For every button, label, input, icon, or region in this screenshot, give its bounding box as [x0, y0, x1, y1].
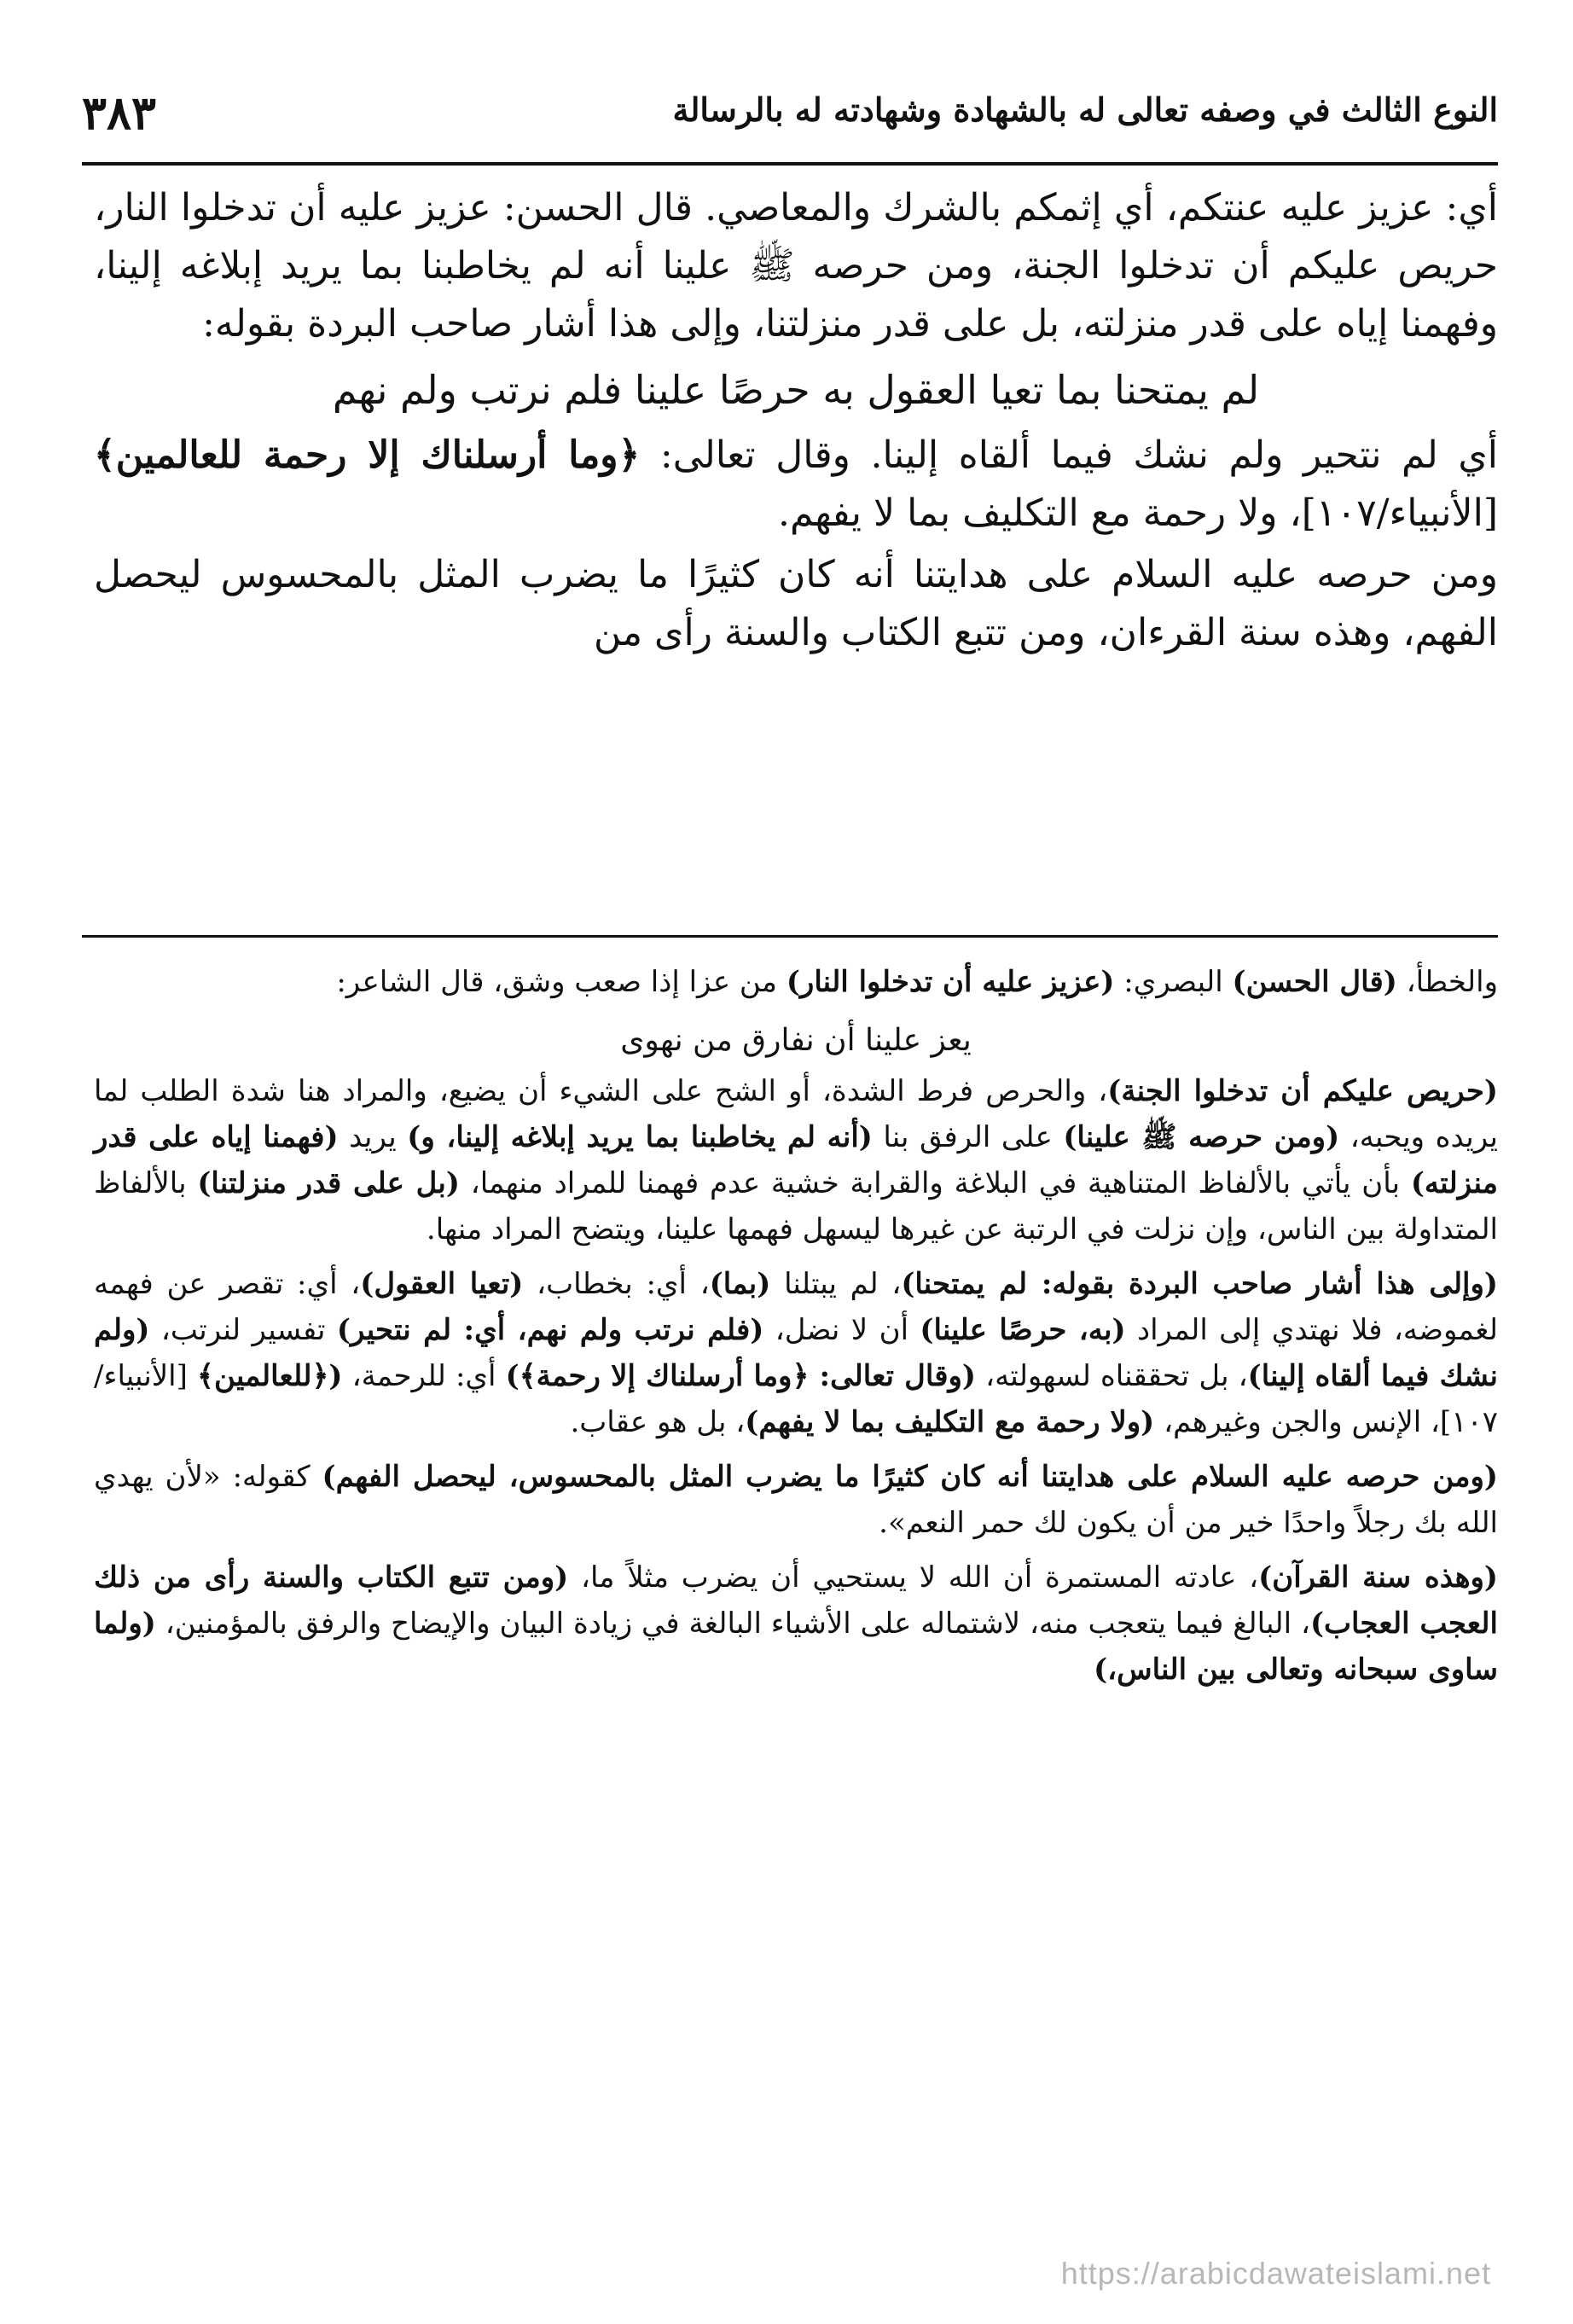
main-paragraph-2	[94, 427, 1498, 543]
fn-text: تفسير لنرتب،	[149, 1313, 337, 1347]
fn-text: يريد	[338, 1120, 408, 1154]
fn-text: بالألفاظ المتداولة بين الناس، وإن نزلت في الرتبة عن غيرها ليسهل فهمها علينا، ويتضح المراد منها.	[94, 1166, 1498, 1246]
fn-text: ، البالغ فيما يتعجب منه، لاشتماله على الأشياء البالغة في زيادة البيان والإيضاح والرفق بالمؤمنين،	[155, 1606, 1310, 1641]
fn-text: ، أي: بخطاب،	[523, 1267, 710, 1301]
fn-text: البصري:	[1114, 965, 1233, 999]
fn-bold: (ولا رحمة مع التكليف بما لا يفهم)	[745, 1405, 1155, 1439]
fn-bold: (فلم نرتب ولم نهم، أي: لم نتحير)	[336, 1313, 764, 1347]
fn-bold: (ولما ساوى سبحانه وتعالى بين الناس،)	[94, 1606, 1498, 1687]
fn-text: من عزا إذا صعب وشق، قال الشاعر:	[336, 965, 786, 999]
main-paragraph-3: ومن حرصه عليه السلام على هدايتنا أنه كان كثيرًا ما يضرب المثل بالمحسوس ليحصل الفهم، وهذه سنة القرءان، ومن تتبع الكتاب والسنة رأى من	[94, 553, 1498, 654]
footnote-paragraph-1	[94, 959, 1498, 1005]
main-paragraph-2-tail: [الأنبياء/١٠٧]، ولا رحمة مع التكليف بما لا يفهم.	[777, 491, 1498, 535]
main-text	[94, 179, 1498, 665]
fn-bold: (ومن تتبع الكتاب والسنة رأى من ذلك العجب العجاب)	[94, 1560, 1498, 1641]
fn-bold: (أنه لم يخاطبنا بما يريد إبلاغه إلينا، و)	[407, 1120, 873, 1154]
fn-bold: (ولم نشك فيما ألقاه إلينا)	[94, 1313, 1499, 1393]
fn-text: ، عادته المستمرة أن الله لا يستحيي أن يضرب مثلاً ما،	[568, 1560, 1259, 1595]
footnote-paragraph-3	[94, 1261, 1498, 1445]
fn-bold: (وإلى هذا أشار صاحب البردة بقوله: لم يمتحنا)	[901, 1267, 1499, 1301]
fn-bold: (بما)	[709, 1267, 771, 1301]
fn-bold: (ومن حرصه عليه السلام على هدايتنا أنه كان كثيرًا ما يضرب المثل بالمحسوس، ليحصل الفهم)	[322, 1460, 1498, 1494]
fn-bold: (فهمنا إياه على قدر منزلته)	[94, 1120, 1498, 1200]
footnote-paragraph-5	[94, 1554, 1498, 1693]
fn-text: ، أي: تقصر عن فهمه لغموضه، فلا نهتدي إلى المراد	[94, 1267, 1498, 1347]
fn-text: كقوله: «لأن يهدي الله بك رجلاً واحدًا خير من أن يكون لك حمر النعم».	[94, 1460, 1498, 1540]
fn-bold: (بل على قدر منزلتنا)	[197, 1166, 460, 1200]
fn-text: ، بل هو عقاب.	[570, 1405, 746, 1439]
footnote-verse: يعز علينا أن نفارق من نهوى	[620, 1023, 972, 1058]
fn-text: أي: للرحمة،	[342, 1359, 506, 1393]
fn-text: [الأنبياء/١٠٧]، الإنس والجن وغيرهم،	[94, 1359, 1498, 1439]
fn-bold: (عزيز عليه أن تدخلوا النار)	[786, 965, 1115, 999]
fn-bold: (حريص عليكم أن تدخلوا الجنة)	[1107, 1074, 1499, 1108]
page-number: ٣٨٣	[82, 85, 157, 140]
fn-bold: (قال الحسن)	[1232, 965, 1397, 999]
fn-bold: (ومن حرصه ﷺ علينا)	[1063, 1120, 1340, 1154]
running-header	[82, 85, 1498, 154]
fn-text: على الرفق بنا	[872, 1120, 1064, 1154]
watermark-url: https://arabicdawateislami.net	[1060, 2256, 1491, 2291]
main-paragraph-1: أي: عزيز عليه عنتكم، أي إثمكم بالشرك والمعاصي. قال الحسن: عزيز عليه أن تدخلوا النار، حريص عليكم أن تدخلوا الجنة، ومن حرصه ﷺ علينا أنه لم يخاطبنا بما يريد إبلاغه إلينا، وفهمنا إياه على قدر منزلته، بل على قدر منزلتنا، وإلى هذا أشار صاحب البردة بقوله:	[94, 186, 1498, 346]
fn-bold: (تعيا العقول)	[360, 1267, 524, 1301]
quran-quote: ﴿وما أرسلناك إلا رحمة للعالمين﴾	[94, 433, 641, 477]
commentary-footnotes	[94, 959, 1498, 1701]
fn-bold: (به، حرصًا علينا)	[920, 1313, 1126, 1347]
footnote-rule	[82, 935, 1498, 938]
main-paragraph-2-text: أي لم نتحير ولم نشك فيما ألقاه إلينا. وقال تعالى:	[640, 433, 1498, 477]
header-rule	[82, 162, 1498, 166]
fn-bold: (وهذه سنة القرآن)	[1258, 1560, 1499, 1595]
footnote-paragraph-4	[94, 1454, 1498, 1546]
fn-text: ، بل تحققناه لسهولته،	[975, 1359, 1248, 1393]
fn-text: والخطأ،	[1396, 965, 1498, 999]
poem-verse: لم يمتحنا بما تعيا العقول به حرصًا علينا فلم نرتب ولم نهم	[332, 367, 1260, 413]
header-title: النوع الثالث في وصفه تعالى له بالشهادة وشهادته له بالرسالة	[672, 90, 1498, 129]
footnote-paragraph-2	[94, 1068, 1498, 1252]
fn-text: بأن يأتي بالألفاظ المتناهية في البلاغة والقرابة خشية عدم فهمنا للمراد منهما،	[459, 1166, 1411, 1200]
fn-text: ، لم يبتلنا	[770, 1267, 902, 1301]
fn-text: أن لا نضل،	[763, 1313, 920, 1347]
fn-bold: (﴿للعالمين﴾	[197, 1359, 343, 1393]
fn-bold: (وقال تعالى: ﴿وما أرسلناك إلا رحمة﴾)	[505, 1359, 976, 1393]
fn-text: ، والحرص فرط الشدة، أو الشح على الشيء أن يضيع، والمراد هنا شدة الطلب لما يريده ويحبه،	[94, 1074, 1498, 1154]
